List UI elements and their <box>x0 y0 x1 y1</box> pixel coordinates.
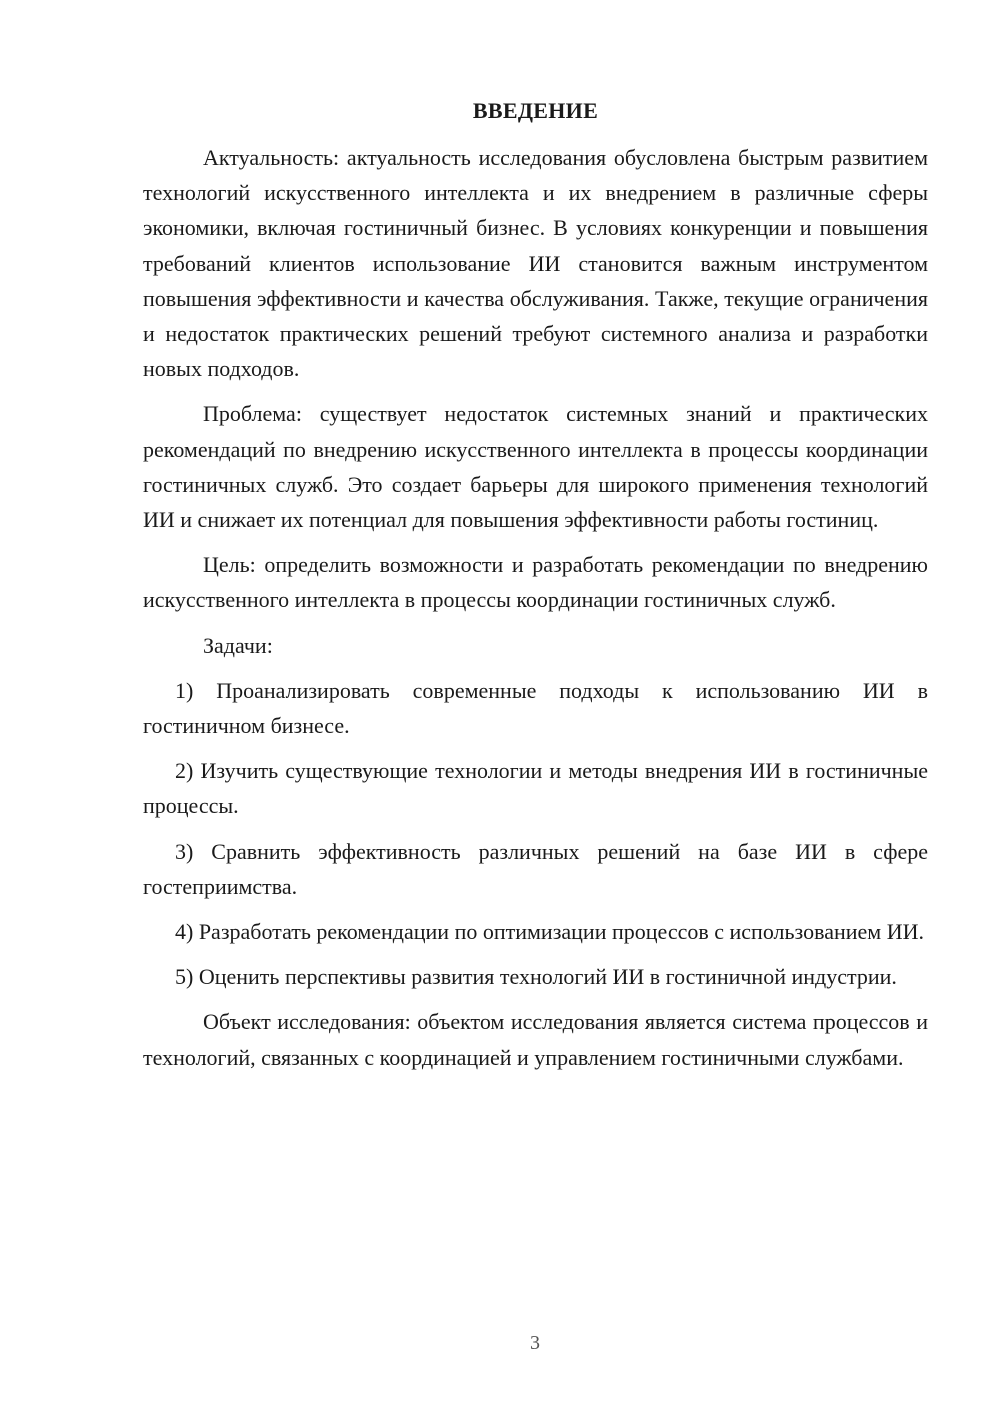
page-number: 3 <box>530 1332 540 1354</box>
document-page <box>143 93 928 1085</box>
paragraph-goal: Цель: определить возможности и разработать рекомендации по внедрению искусственного интеллекта в процессы координации гостиничных служб. <box>143 552 928 613</box>
paragraph-problem: Проблема: существует недостаток системных знаний и практических рекомендаций по внедрению искусственного интеллекта в процессы координации гостиничных служб. Это создает барьеры для широкого применения технологий ИИ и снижает их потенциал для повышения эффективности работы гостиниц. <box>143 401 928 533</box>
task-item-1: 1) Проанализировать современные подходы к использованию ИИ в гостиничном бизнесе. <box>143 677 928 739</box>
task-item-2: 2) Изучить существующие технологии и методы внедрения ИИ в гостиничные процессы. <box>143 758 928 819</box>
task-item-5: 5) Оценить перспективы развития технологий ИИ в гостиничной индустрии. <box>175 964 897 990</box>
paragraph-relevance: Актуальность: актуальность исследования обусловлена быстрым развитием технологий искусственного интеллекта и их внедрением в различные сферы экономики, включая гостиничный бизнес. В условиях конкуренции и повышения требований клиентов использование ИИ становится важным инструментом повышения эффективности и качества обслуживания. Также, текущие ограничения и недостаток практических решений требуют системного анализа и разработки новых подходов. <box>143 145 928 382</box>
task-item-3: 3) Сравнить эффективность различных решений на базе ИИ в сфере гостеприимства. <box>143 838 928 899</box>
page-title: ВВЕДЕНИЕ <box>472 98 599 123</box>
tasks-heading: Задачи: <box>203 632 273 658</box>
task-item-4: 4) Разработать рекомендации по оптимизации процессов с использованием ИИ. <box>175 919 924 945</box>
paragraph-object: Объект исследования: объектом исследования является система процессов и технологий, связанных с координацией и управлением гостиничными службами. <box>143 1009 928 1070</box>
